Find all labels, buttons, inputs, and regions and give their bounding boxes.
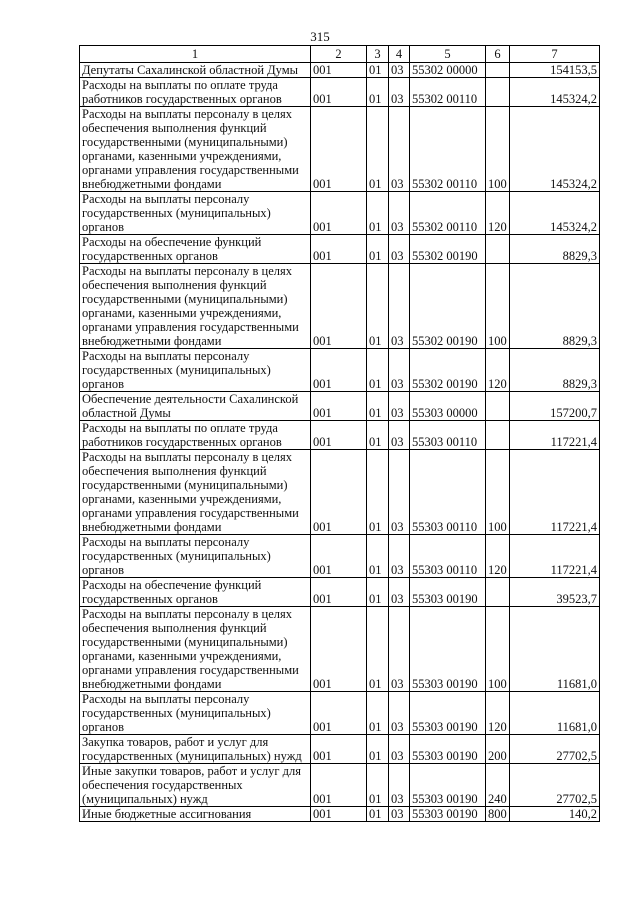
section-code-cell: 01 <box>367 692 389 735</box>
table-row <box>80 107 600 192</box>
amount-cell: 11681,0 <box>510 692 600 735</box>
subsection-code-cell: 03 <box>389 692 410 735</box>
expense-type-cell: 200 <box>486 735 510 764</box>
subsection-code-cell: 03 <box>389 535 410 578</box>
item-name-cell: Обеспечение деятельности Сахалинской областной Думы <box>80 392 311 421</box>
target-article-cell: 55303 00110 <box>410 535 486 578</box>
item-name-cell: Расходы на выплаты по оплате труда работников государственных органов <box>80 421 311 450</box>
expense-type-cell <box>486 78 510 107</box>
target-article-cell: 55303 00110 <box>410 450 486 535</box>
header-col-1: 1 <box>80 46 311 63</box>
header-col-5: 5 <box>410 46 486 63</box>
expense-type-cell <box>486 235 510 264</box>
item-name-cell: Расходы на выплаты персоналу государственных (муниципальных) органов <box>80 692 311 735</box>
section-code-cell: 01 <box>367 421 389 450</box>
expense-type-cell: 120 <box>486 192 510 235</box>
subsection-code-cell: 03 <box>389 107 410 192</box>
header-col-6: 6 <box>486 46 510 63</box>
expense-type-cell: 100 <box>486 607 510 692</box>
item-name-cell: Депутаты Сахалинской областной Думы <box>80 63 311 78</box>
subsection-code-cell: 03 <box>389 63 410 78</box>
target-article-cell: 55302 00190 <box>410 264 486 349</box>
table-row <box>80 692 600 735</box>
subsection-code-cell: 03 <box>389 578 410 607</box>
section-code-cell: 01 <box>367 349 389 392</box>
expense-type-cell <box>486 63 510 78</box>
table-row <box>80 235 600 264</box>
subsection-code-cell: 03 <box>389 450 410 535</box>
amount-cell: 117221,4 <box>510 450 600 535</box>
header-col-2: 2 <box>311 46 367 63</box>
amount-cell: 117221,4 <box>510 535 600 578</box>
header-col-3: 3 <box>367 46 389 63</box>
amount-cell: 154153,5 <box>510 63 600 78</box>
subsection-code-cell: 03 <box>389 78 410 107</box>
target-article-cell: 55302 00000 <box>410 63 486 78</box>
subsection-code-cell: 03 <box>389 764 410 807</box>
expense-type-cell: 240 <box>486 764 510 807</box>
subsection-code-cell: 03 <box>389 421 410 450</box>
expense-type-cell: 120 <box>486 535 510 578</box>
table-row <box>80 264 600 349</box>
header-col-7: 7 <box>510 46 600 63</box>
table-row <box>80 192 600 235</box>
item-name-cell: Расходы на обеспечение функций государственных органов <box>80 578 311 607</box>
expense-type-cell: 100 <box>486 450 510 535</box>
section-code-cell: 01 <box>367 578 389 607</box>
subsection-code-cell: 03 <box>389 192 410 235</box>
section-code-cell: 01 <box>367 107 389 192</box>
target-article-cell: 55303 00110 <box>410 421 486 450</box>
subsection-code-cell: 03 <box>389 235 410 264</box>
subsection-code-cell: 03 <box>389 807 410 822</box>
subsection-code-cell: 03 <box>389 349 410 392</box>
target-article-cell: 55303 00190 <box>410 764 486 807</box>
amount-cell: 39523,7 <box>510 578 600 607</box>
item-name-cell: Расходы на обеспечение функций государственных органов <box>80 235 311 264</box>
ministry-code-cell: 001 <box>311 349 367 392</box>
item-name-cell: Закупка товаров, работ и услуг для государственных (муниципальных) нужд <box>80 735 311 764</box>
section-code-cell: 01 <box>367 607 389 692</box>
expense-type-cell: 120 <box>486 692 510 735</box>
amount-cell: 117221,4 <box>510 421 600 450</box>
section-code-cell: 01 <box>367 764 389 807</box>
target-article-cell: 55303 00190 <box>410 692 486 735</box>
item-name-cell: Расходы на выплаты персоналу в целях обеспечения выполнения функций государственными (муниципальными) органами, казенными учреждениями, органами управления государственными внебюджетными фондами <box>80 450 311 535</box>
amount-cell: 8829,3 <box>510 349 600 392</box>
section-code-cell: 01 <box>367 235 389 264</box>
target-article-cell: 55303 00000 <box>410 392 486 421</box>
item-name-cell: Расходы на выплаты персоналу в целях обеспечения выполнения функций государственными (муниципальными) органами, казенными учреждениями, органами управления государственными внебюджетными фондами <box>80 264 311 349</box>
ministry-code-cell: 001 <box>311 764 367 807</box>
table-row <box>80 392 600 421</box>
amount-cell: 11681,0 <box>510 607 600 692</box>
subsection-code-cell: 03 <box>389 607 410 692</box>
section-code-cell: 01 <box>367 535 389 578</box>
table-row <box>80 735 600 764</box>
section-code-cell: 01 <box>367 78 389 107</box>
target-article-cell: 55303 00190 <box>410 807 486 822</box>
ministry-code-cell: 001 <box>311 235 367 264</box>
amount-cell: 27702,5 <box>510 735 600 764</box>
ministry-code-cell: 001 <box>311 264 367 349</box>
section-code-cell: 01 <box>367 192 389 235</box>
ministry-code-cell: 001 <box>311 607 367 692</box>
header-row <box>80 46 600 63</box>
item-name-cell: Расходы на выплаты персоналу государственных (муниципальных) органов <box>80 192 311 235</box>
table-row <box>80 63 600 78</box>
target-article-cell: 55303 00190 <box>410 735 486 764</box>
amount-cell: 145324,2 <box>510 78 600 107</box>
subsection-code-cell: 03 <box>389 735 410 764</box>
expense-type-cell <box>486 392 510 421</box>
item-name-cell: Иные закупки товаров, работ и услуг для обеспечения государственных (муниципальных) нужд <box>80 764 311 807</box>
item-name-cell: Расходы на выплаты по оплате труда работников государственных органов <box>80 78 311 107</box>
section-code-cell: 01 <box>367 264 389 349</box>
section-code-cell: 01 <box>367 807 389 822</box>
amount-cell: 140,2 <box>510 807 600 822</box>
section-code-cell: 01 <box>367 63 389 78</box>
subsection-code-cell: 03 <box>389 264 410 349</box>
ministry-code-cell: 001 <box>311 735 367 764</box>
table-body <box>80 63 600 822</box>
amount-cell: 27702,5 <box>510 764 600 807</box>
item-name-cell: Расходы на выплаты персоналу государственных (муниципальных) органов <box>80 349 311 392</box>
ministry-code-cell: 001 <box>311 392 367 421</box>
table-row <box>80 764 600 807</box>
ministry-code-cell: 001 <box>311 692 367 735</box>
target-article-cell: 55303 00190 <box>410 607 486 692</box>
item-name-cell: Расходы на выплаты персоналу в целях обеспечения выполнения функций государственными (муниципальными) органами, казенными учреждениями, органами управления государственными внебюджетными фондами <box>80 607 311 692</box>
target-article-cell: 55302 00110 <box>410 192 486 235</box>
ministry-code-cell: 001 <box>311 78 367 107</box>
table-row <box>80 807 600 822</box>
target-article-cell: 55302 00190 <box>410 349 486 392</box>
ministry-code-cell: 001 <box>311 63 367 78</box>
expense-type-cell: 800 <box>486 807 510 822</box>
ministry-code-cell: 001 <box>311 535 367 578</box>
ministry-code-cell: 001 <box>311 192 367 235</box>
table-row <box>80 450 600 535</box>
amount-cell: 145324,2 <box>510 192 600 235</box>
expense-type-cell: 100 <box>486 264 510 349</box>
table-row <box>80 535 600 578</box>
section-code-cell: 01 <box>367 735 389 764</box>
ministry-code-cell: 001 <box>311 421 367 450</box>
ministry-code-cell: 001 <box>311 807 367 822</box>
target-article-cell: 55302 00110 <box>410 78 486 107</box>
page-number: 315 <box>310 29 330 44</box>
expense-type-cell: 100 <box>486 107 510 192</box>
amount-cell: 8829,3 <box>510 235 600 264</box>
ministry-code-cell: 001 <box>311 450 367 535</box>
target-article-cell: 55302 00110 <box>410 107 486 192</box>
section-code-cell: 01 <box>367 392 389 421</box>
ministry-code-cell: 001 <box>311 107 367 192</box>
table-row <box>80 78 600 107</box>
item-name-cell: Иные бюджетные ассигнования <box>80 807 311 822</box>
section-code-cell: 01 <box>367 450 389 535</box>
target-article-cell: 55302 00190 <box>410 235 486 264</box>
subsection-code-cell: 03 <box>389 392 410 421</box>
header-col-4: 4 <box>389 46 410 63</box>
table-row <box>80 578 600 607</box>
table-row <box>80 607 600 692</box>
amount-cell: 157200,7 <box>510 392 600 421</box>
expense-type-cell: 120 <box>486 349 510 392</box>
amount-cell: 145324,2 <box>510 107 600 192</box>
table-row <box>80 349 600 392</box>
table-row <box>80 421 600 450</box>
item-name-cell: Расходы на выплаты персоналу государственных (муниципальных) органов <box>80 535 311 578</box>
item-name-cell: Расходы на выплаты персоналу в целях обеспечения выполнения функций государственными (муниципальными) органами, казенными учреждениями, органами управления государственными внебюджетными фондами <box>80 107 311 192</box>
ministry-code-cell: 001 <box>311 578 367 607</box>
expense-type-cell <box>486 421 510 450</box>
amount-cell: 8829,3 <box>510 264 600 349</box>
target-article-cell: 55303 00190 <box>410 578 486 607</box>
budget-table <box>79 45 600 822</box>
expense-type-cell <box>486 578 510 607</box>
